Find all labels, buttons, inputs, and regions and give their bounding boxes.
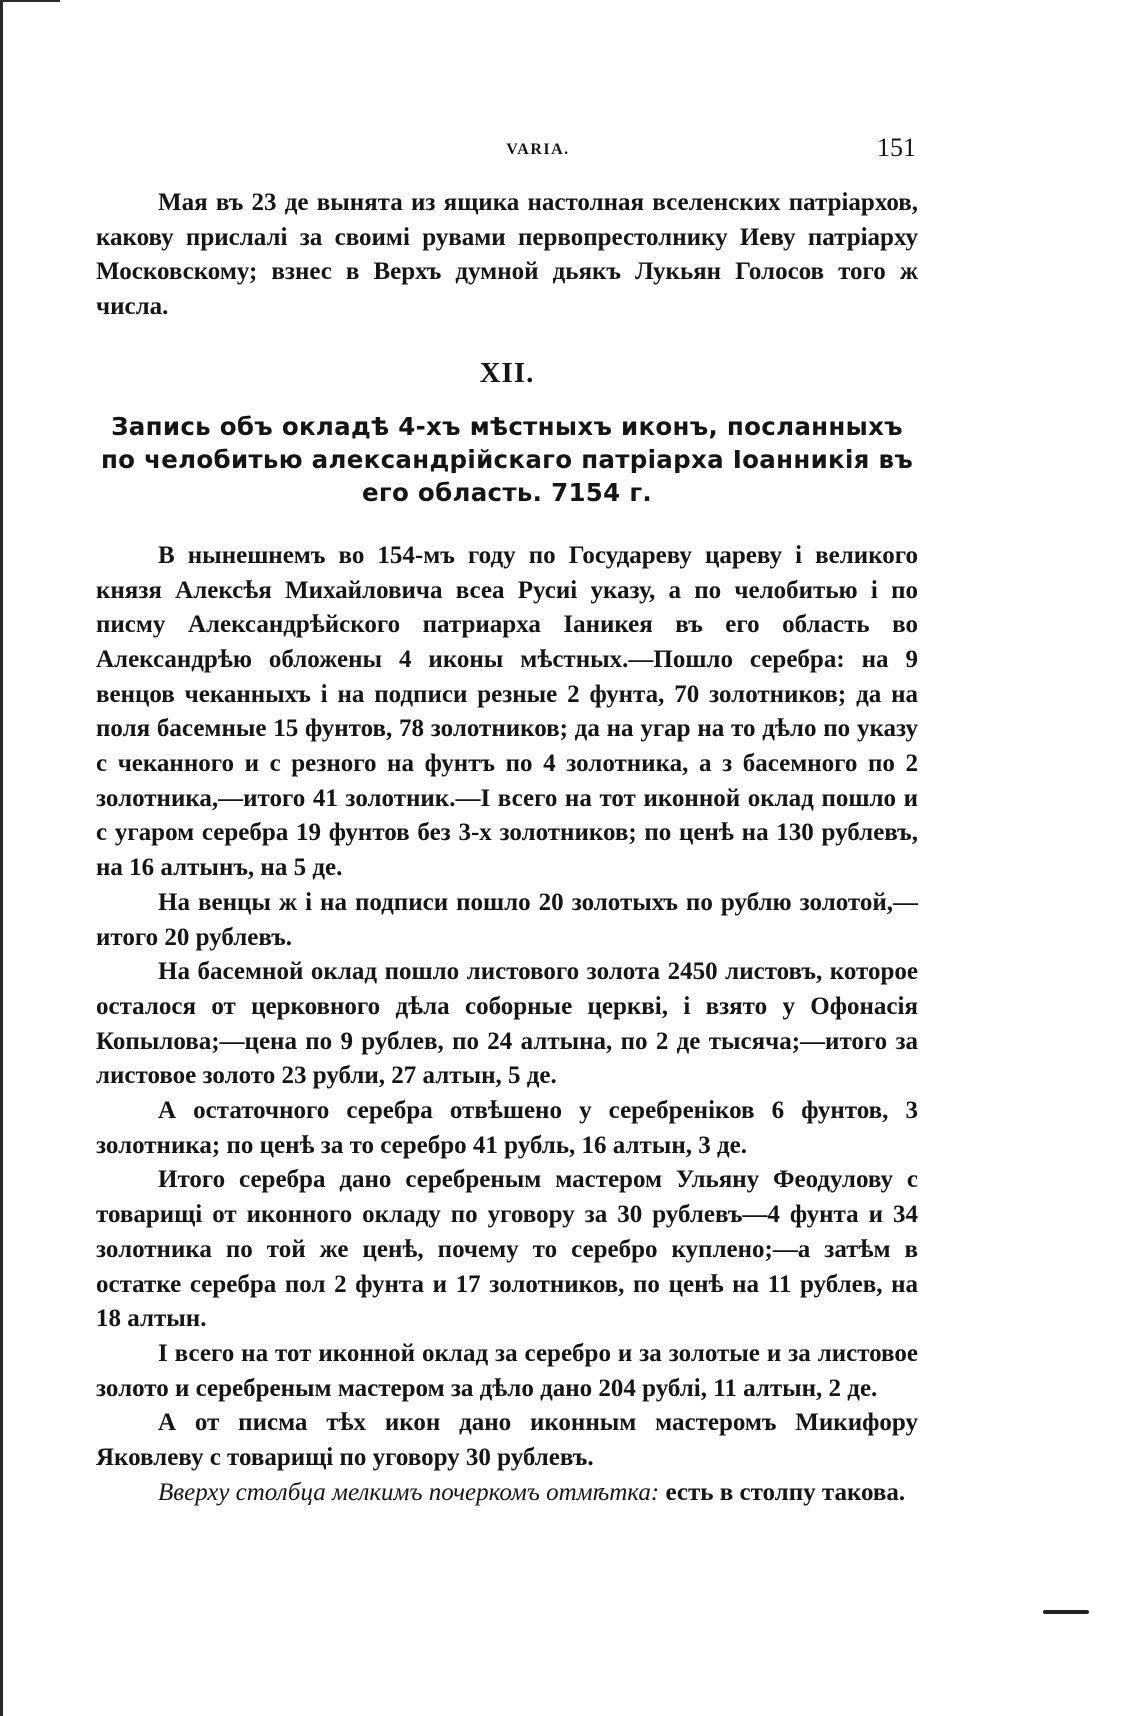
note-text: есть в столпу такова. — [659, 1478, 906, 1506]
paragraph: І всего на тот иконной оклад за серебро и за золотые и за листовое золото и серебреным мастером за дѣло дано 204 рублі, 11 алтын, 2 де. — [96, 1339, 918, 1402]
note-italic: Вверху столбца мелкимъ почеркомъ отмѣтка: — [158, 1478, 660, 1506]
margin-dash-mark — [1043, 1610, 1089, 1614]
page-body — [96, 186, 918, 1511]
scan-edge — [0, 0, 3, 1716]
intro-paragraph: Мая въ 23 де вынята из ящика настолная вселенских патріархов, какову прислалі за своимі рувами первопрестолнику Иеву патріарху Московскому; взнес в Верхъ думной дьякъ Лукьян Голосов того ж числа. — [96, 189, 918, 321]
paragraph: А остаточного серебра отвѣшено у серебреніков 6 фунтов, 3 золотника; по ценѣ за то серебро 41 рубль, 16 алтын, 3 де. — [96, 1097, 918, 1159]
page-number: 151 — [877, 133, 916, 162]
running-head: VARIA. — [506, 141, 570, 158]
paragraph: На венцы ж і на подписи пошло 20 золотыхъ по рублю золотой,—итого 20 рублевъ. — [96, 888, 918, 951]
paragraph: Итого серебра дано серебреным мастером Ульяну Феодулову с товарищі от иконного окладу по уговору за 30 рублевъ—4 фунта и 34 золотника по той же ценѣ, почему то серебро куплено;—а затѣм в остатке серебра пол 2 фунта и 17 золотников, по ценѣ на 11 рублев, на 18 алтын. — [96, 1166, 918, 1333]
section-number: XII. — [479, 356, 535, 389]
paragraph: На басемной оклад пошло листового золота 2450 листовъ, которое осталося от церковного дѣла соборные церкві, і взято у Офонасія Копылова;—цена по 9 рублев, по 24 алтына, по 2 де тысяча;—итого за листовое золото 23 рубли, 27 алтын, 5 де. — [96, 958, 918, 1090]
section-title: Запись объ окладѣ 4-хъ мѣстныхъ иконъ, посланныхъ по челобитью александрійскаго патріарха Іоанникія въ его область. 7154 г. — [100, 411, 914, 507]
scan-edge-top — [0, 0, 60, 2]
page-header — [160, 133, 916, 169]
paragraph: В нынешнемъ во 154-мъ году по Государеву цареву і великого князя Алексѣя Михайловича всеа Русиі указу, а по челобитью і по писму Александрѣйского патриарха Іаникея въ его область во Александрѣю обложены 4 иконы мѣстных.—Пошло серебра: на 9 венцов чеканныхъ і на подписи резные 2 фунта, 70 золотников; да на поля басемные 15 фунтов, 78 золотников; да на угар на то дѣло по указу с чеканного и с резного на фунтъ по 4 золотника, а з басемного по 2 золотника,—итого 41 золотник.—І всего на тот иконной оклад пошло и с угаром серебра 19 фунтов без 3-х золотников; по ценѣ на 130 рублевъ, на 16 алтынъ, на 5 де. — [96, 541, 918, 882]
paragraph: А от писма тѣх икон дано иконным мастеромъ Микифору Яковлеву с товарищі по уговору 30 рублевъ. — [96, 1409, 918, 1472]
note-paragraph — [96, 1476, 918, 1511]
